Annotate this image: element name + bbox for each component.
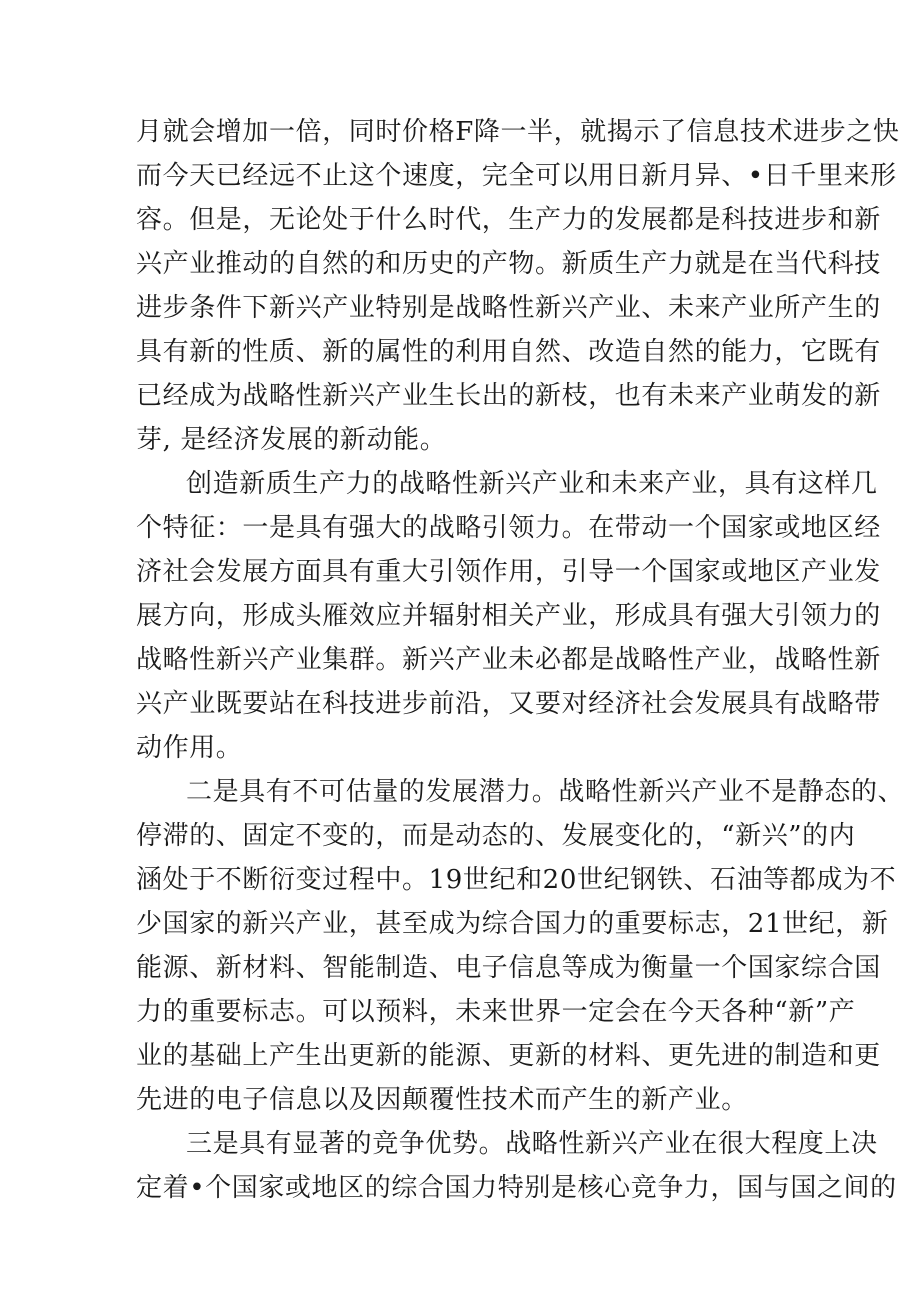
text-line: 兴产业既要站在科技进步前沿，又要对经济社会发展具有战略带	[136, 689, 881, 719]
text-line: 定着•个国家或地区的综合国力特别是核心竞争力，国与国之间的	[136, 1173, 897, 1203]
text-line: 月就会增加一倍，同时价格F降一半，就揭示了信息技术进步之快	[136, 117, 900, 147]
text-line: 兴产业推动的自然的和历史的产物。新质生产力就是在当代科技	[136, 249, 881, 279]
paragraph-4	[136, 1122, 897, 1210]
text-line: 创造新质生产力的战略性新兴产业和未来产业，具有这样几	[186, 469, 878, 499]
text-line: 已经成为战略性新兴产业生长出的新枝，也有未来产业萌发的新	[136, 381, 881, 411]
text-line: 具有新的性质、新的属性的利用自然、改造自然的能力，它既有	[136, 337, 881, 367]
text-line: 而今天已经远不止这个速度，完全可以用日新月异、•日千里来形	[136, 161, 897, 191]
text-line: 芽, 是经济发展的新动能。	[136, 425, 447, 455]
text-line: 济社会发展方面具有重大引领作用，引导一个国家或地区产业发	[136, 557, 881, 587]
text-line: 容。但是，无论处于什么时代，生产力的发展都是科技进步和新	[136, 205, 881, 235]
paragraph-3	[136, 770, 905, 1122]
text-line: 进步条件下新兴产业特别是战略性新兴产业、未来产业所产生的	[136, 293, 881, 323]
text-line: 动作用。	[136, 733, 243, 763]
text-line: 展方向，形成头雁效应并辐射相关产业，形成具有强大引领力的	[136, 601, 881, 631]
text-line: 力的重要标志。可以预料，未来世界一定会在今天各种“新”产	[136, 997, 856, 1027]
text-line: 能源、新材料、智能制造、电子信息等成为衡量一个国家综合国	[136, 953, 881, 983]
text-line: 三是具有显著的竞争优势。战略性新兴产业在很大程度上决	[186, 1129, 878, 1159]
text-line: 个特征：一是具有强大的战略引领力。在带动一个国家或地区经	[136, 513, 881, 543]
document-body	[136, 110, 905, 1210]
paragraph-1	[136, 110, 900, 462]
text-line: 先进的电子信息以及因颠覆性技术而产生的新产业。	[136, 1085, 748, 1115]
text-line: 少国家的新兴产业，甚至成为综合国力的重要标志，21世纪，新	[136, 909, 889, 939]
paragraph-2	[136, 462, 881, 770]
text-line: 涵处于不断衍变过程中。19世纪和20世纪钢铁、石油等都成为不	[136, 865, 897, 895]
text-line: 业的基础上产生出更新的能源、更新的材料、更先进的制造和更	[136, 1041, 881, 1071]
text-line: 战略性新兴产业集群。新兴产业未必都是战略性产业，战略性新	[136, 645, 881, 675]
text-line: 二是具有不可估量的发展潜力。战略性新兴产业不是静态的、	[186, 777, 905, 807]
text-line: 停滞的、固定不变的，而是动态的、发展变化的，“新兴”的内	[136, 821, 856, 851]
